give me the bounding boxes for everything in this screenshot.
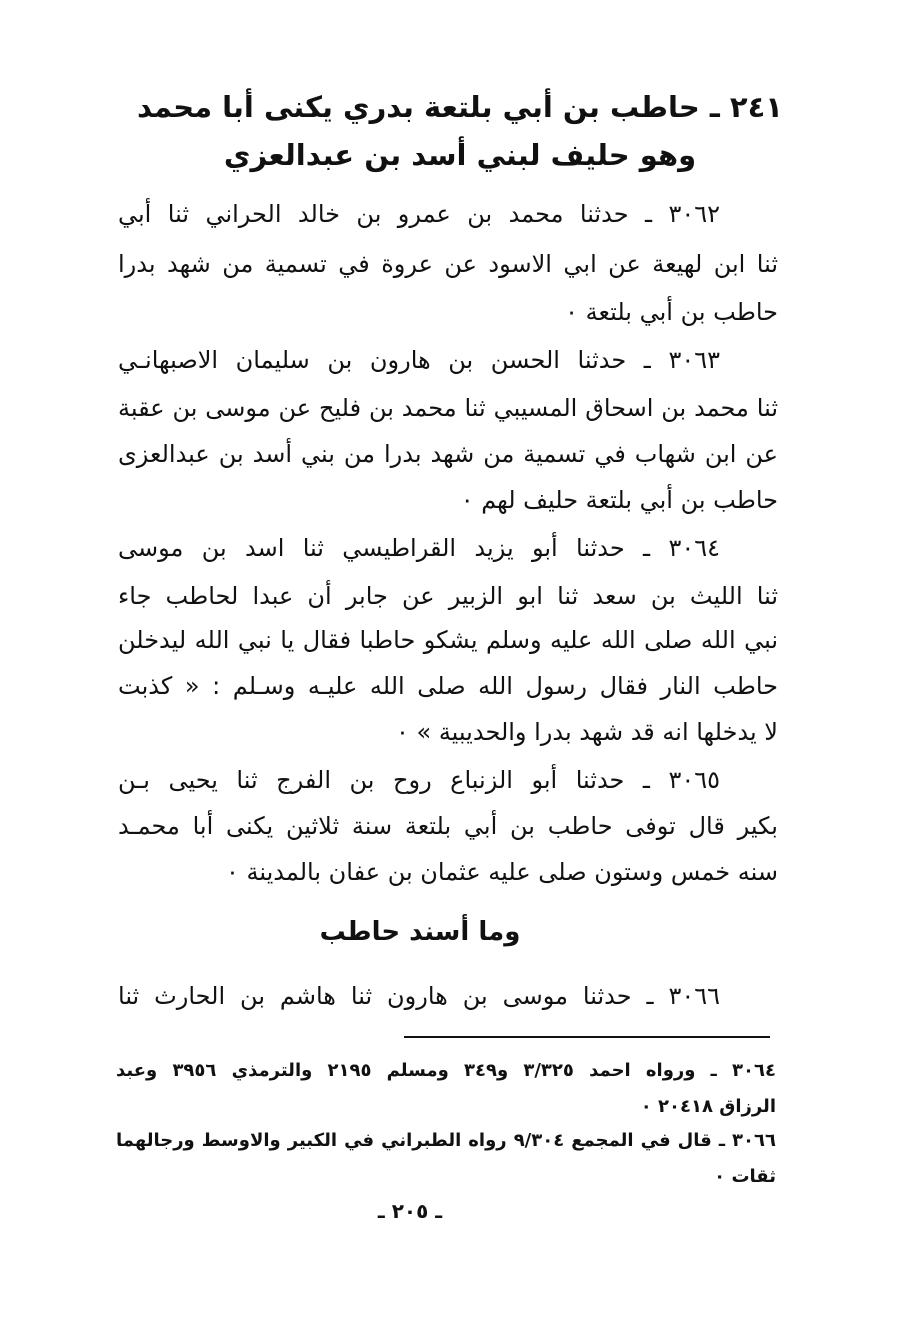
hadith-3062-line-2: ثنا ابن لهيعة عن ابي الاسود عن عروة في تسمية من شهد بدرا xyxy=(118,250,778,278)
hadith-3065-line-3: سنه خمس وستون صلى عليه عثمان بن عفان بالمدينة ٠ xyxy=(225,858,778,886)
hadith-3065-line-2: بكير قال توفى حاطب بن أبي بلتعة سنة ثلاثين يكنى أبا محمـد xyxy=(118,812,778,840)
footnote-divider xyxy=(404,1036,770,1038)
hadith-3064-line-2: ثنا الليث بن سعد ثنا ابو الزبير عن جابر أن عبدا لحاطب جاء xyxy=(118,582,778,610)
hadith-3062-line-1: ٣٠٦٢ ـ حدثنا محمد بن عمرو بن خالد الحراني ثنا أبي xyxy=(118,200,720,228)
hadith-3064-line-1: ٣٠٦٤ ـ حدثنا أبو يزيد القراطيسي ثنا اسد بن موسى xyxy=(118,534,720,562)
hadith-3063-line-1: ٣٠٦٣ ـ حدثنا الحسن بن هارون بن سليمان الاصبهانـي xyxy=(118,346,720,374)
hadith-3063-line-3: عن ابن شهاب في تسمية من شهد بدرا من بني أسد بن عبدالعزى xyxy=(118,440,778,468)
chapter-heading-line-2: وهو حليف لبني أسد بن عبدالعزي xyxy=(223,138,697,172)
hadith-3064-line-3: نبي الله صلى الله عليه وسلم يشكو حاطبا فقال يا نبي الله ليدخلن xyxy=(118,626,778,654)
chapter-heading-line-1: ٢٤١ ـ حاطب بن أبي بلتعة بدري يكنى أبا محمد xyxy=(137,90,783,124)
hadith-3063-line-2: ثنا محمد بن اسحاق المسيبي ثنا محمد بن فليح عن موسى بن عقبة xyxy=(118,394,778,422)
hadith-3065-line-1: ٣٠٦٥ ـ حدثنا أبو الزنباع روح بن الفرج ثنا يحيى بـن xyxy=(118,766,720,794)
hadith-3064-line-5: لا يدخلها انه قد شهد بدرا والحديبية » ٠ xyxy=(395,718,778,746)
hadith-3066-line-1: ٣٠٦٦ ـ حدثنا موسى بن هارون ثنا هاشم بن الحارث ثنا xyxy=(118,982,720,1010)
hadith-3063-line-4: حاطب بن أبي بلتعة حليف لهم ٠ xyxy=(460,486,778,514)
hadith-3064-line-4: حاطب النار فقال رسول الله صلى الله عليـه وسـلم : « كذبت xyxy=(118,672,778,700)
footnote-3066-line-2: ثقات ٠ xyxy=(714,1166,776,1187)
footnote-3064-line-1: ٣٠٦٤ ـ ورواه احمد ٣/٣٢٥ و٣٤٩ ومسلم ٢١٩٥ والترمذي ٣٩٥٦ وعبد xyxy=(116,1060,776,1081)
section-subheading: وما أسند حاطب xyxy=(319,917,521,947)
page-number: ـ ٢٠٥ ـ xyxy=(377,1199,443,1223)
hadith-3062-line-3: حاطب بن أبي بلتعة ٠ xyxy=(565,298,778,326)
footnote-3066-line-1: ٣٠٦٦ ـ قال في المجمع ٩/٣٠٤ رواه الطبراني في الكبير والاوسط ورجالهما xyxy=(116,1130,776,1151)
footnote-3064-line-2: الرزاق ٢٠٤١٨ ٠ xyxy=(640,1096,776,1117)
